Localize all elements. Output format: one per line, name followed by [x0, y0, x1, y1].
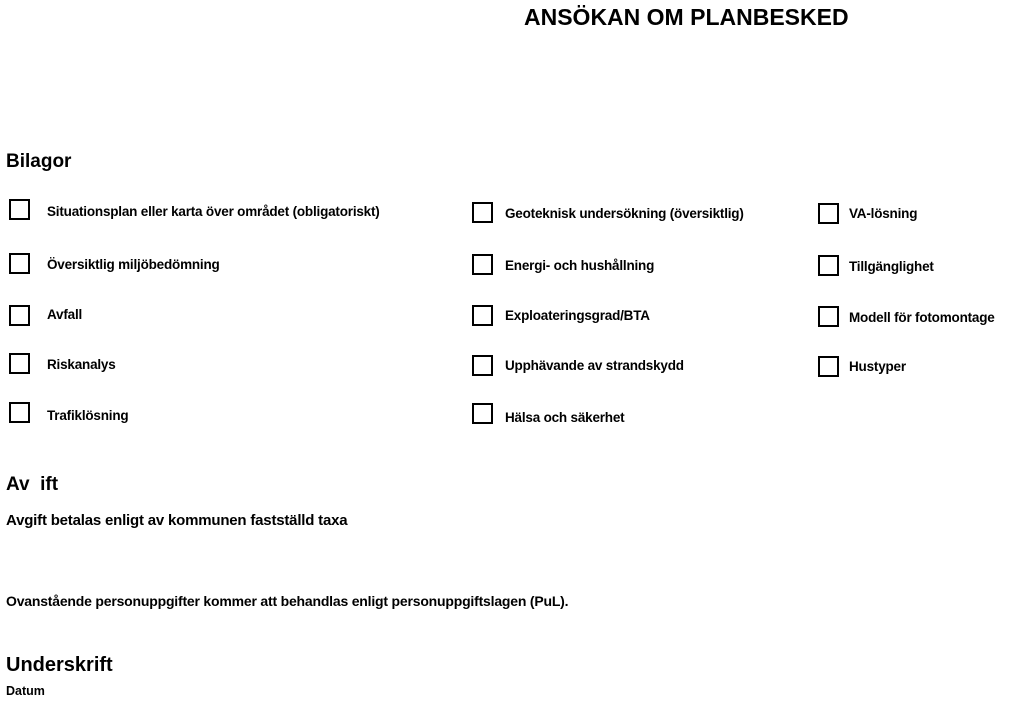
- checkbox-energi[interactable]: [472, 254, 493, 275]
- label-va-losning: VA-lösning: [849, 206, 918, 221]
- label-energi: Energi- och hushållning: [505, 258, 655, 273]
- date-label: Datum: [6, 684, 45, 698]
- label-trafiklosning: Trafiklösning: [47, 408, 129, 423]
- label-avfall: Avfall: [47, 307, 83, 322]
- privacy-notice: Ovanstående personuppgifter kommer att behandlas enligt personuppgiftslagen (PuL).: [6, 593, 569, 609]
- label-riskanalys: Riskanalys: [47, 357, 116, 372]
- checkbox-va-losning[interactable]: [818, 203, 839, 224]
- checkbox-fotomontage[interactable]: [818, 306, 839, 327]
- form-title: ANSÖKAN OM PLANBESKED: [524, 4, 849, 30]
- checkbox-oversiktlig-miljobedomning[interactable]: [9, 253, 30, 274]
- checkbox-exploateringsgrad[interactable]: [472, 305, 493, 326]
- avgift-text: Avgift betalas enligt av kommunen fastställd taxa: [6, 512, 348, 529]
- checkbox-riskanalys[interactable]: [9, 353, 30, 374]
- checkbox-strandskydd[interactable]: [472, 355, 493, 376]
- label-fotomontage: Modell för fotomontage: [849, 310, 995, 325]
- label-situationsplan: Situationsplan eller karta över området (obligatoriskt): [47, 204, 380, 219]
- checkbox-situationsplan[interactable]: [9, 199, 30, 220]
- label-oversiktlig-miljobedomning: Översiktlig miljöbedömning: [47, 257, 220, 272]
- bilagor-heading: Bilagor: [6, 151, 72, 172]
- avgift-heading: Av ift: [6, 474, 59, 495]
- label-exploateringsgrad: Exploateringsgrad/BTA: [505, 308, 650, 323]
- checkbox-trafiklosning[interactable]: [9, 402, 30, 423]
- label-halsa-sakerhet: Hälsa och säkerhet: [505, 410, 625, 425]
- checkbox-avfall[interactable]: [9, 305, 30, 326]
- label-hustyper: Hustyper: [849, 359, 906, 374]
- label-tillganglighet: Tillgänglighet: [849, 259, 934, 274]
- checkbox-geoteknisk[interactable]: [472, 202, 493, 223]
- checkbox-halsa-sakerhet[interactable]: [472, 403, 493, 424]
- label-strandskydd: Upphävande av strandskydd: [505, 358, 684, 373]
- label-geoteknisk: Geoteknisk undersökning (översiktlig): [505, 206, 744, 221]
- underskrift-heading: Underskrift: [6, 654, 113, 676]
- checkbox-hustyper[interactable]: [818, 356, 839, 377]
- checkbox-tillganglighet[interactable]: [818, 255, 839, 276]
